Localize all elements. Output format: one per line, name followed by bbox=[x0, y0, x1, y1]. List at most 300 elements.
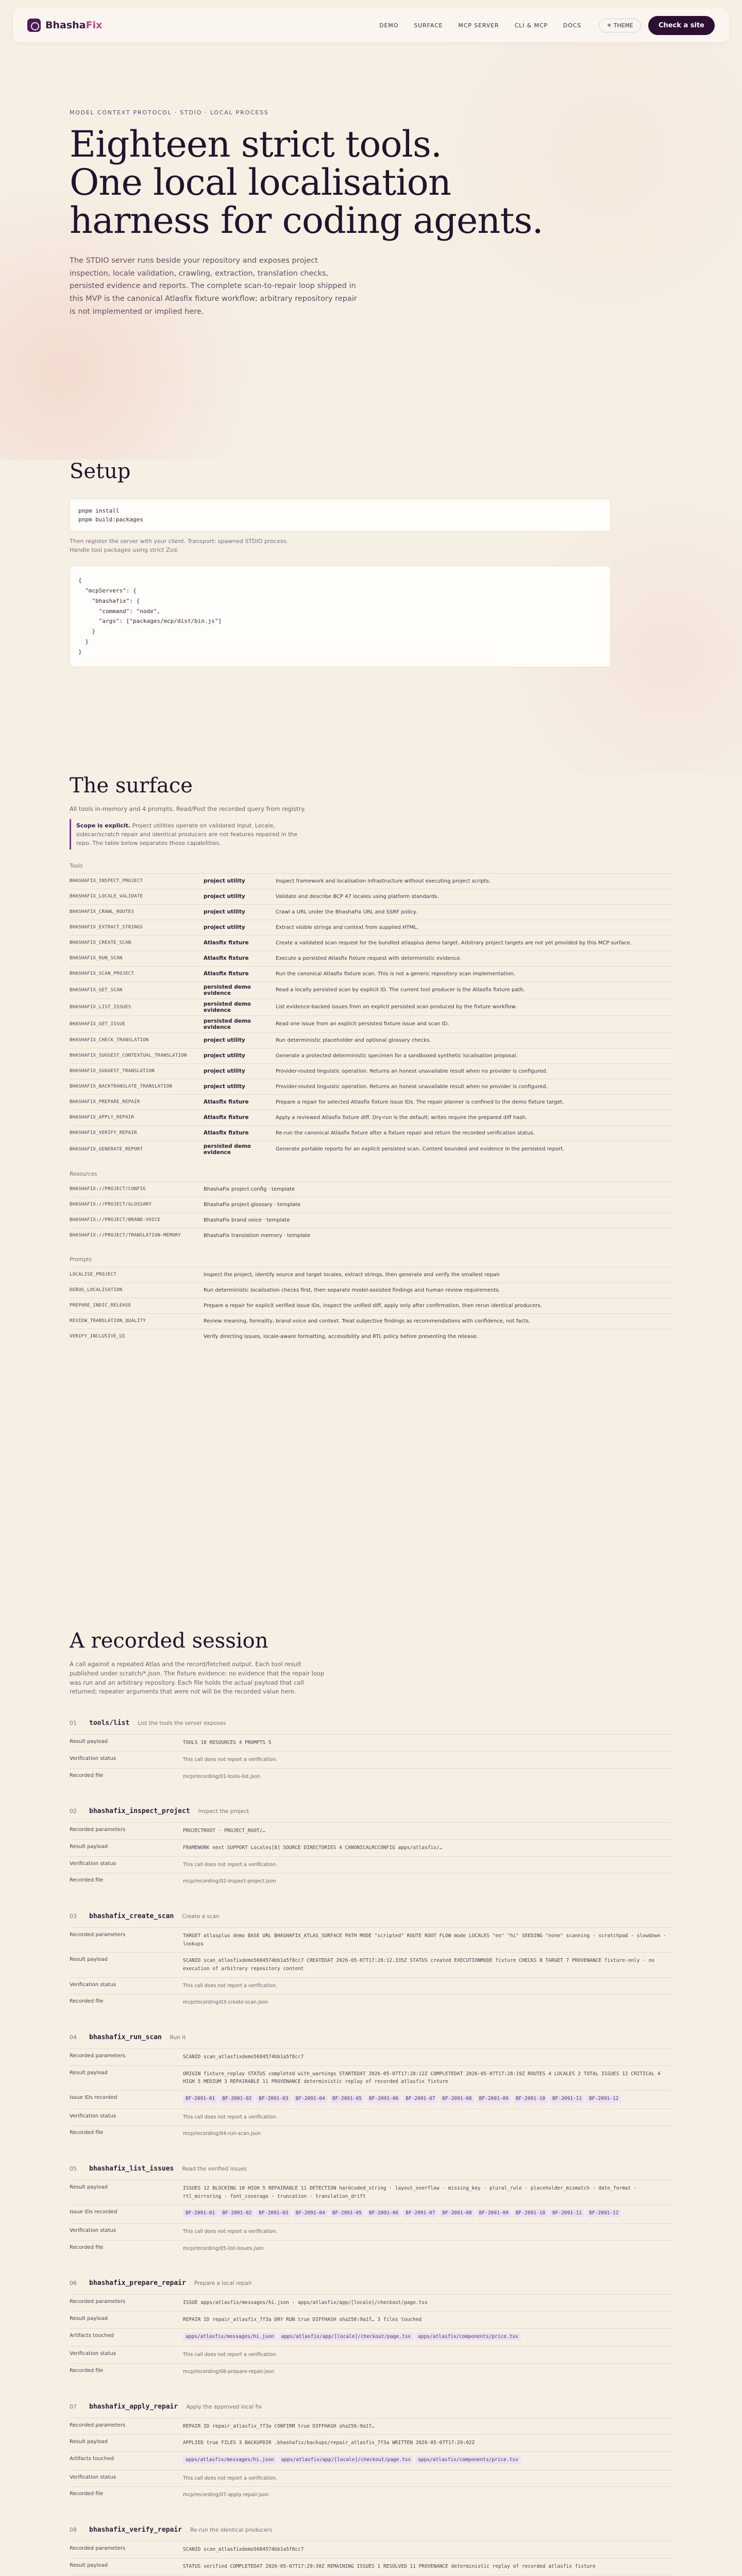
tool-name: BHASHAFIX_SUGGEST_CONTEXTUAL_TRANSLATION bbox=[70, 1053, 187, 1059]
tool-tier: Atlasfix fixture bbox=[204, 1114, 249, 1121]
step-row bbox=[70, 1768, 672, 1785]
step-description: Prepare a local repair bbox=[194, 2280, 252, 2287]
step-rows bbox=[70, 2418, 672, 2503]
step-tool-name: bhashafix_inspect_project bbox=[89, 1807, 190, 1816]
step-row-label: Recorded file bbox=[70, 2491, 104, 2497]
step-rows bbox=[70, 2048, 672, 2142]
step-row-label: Artifacts touched bbox=[70, 2456, 114, 2462]
session-steps bbox=[70, 1719, 672, 2576]
step-row-label: Verification status bbox=[70, 2228, 116, 2234]
session-step bbox=[70, 1912, 672, 2011]
resource-description: BhashaFix project glossary · template bbox=[204, 1201, 301, 1208]
tool-description: Run deterministic placeholder and optional glossary checks. bbox=[276, 1037, 431, 1043]
step-row bbox=[70, 1952, 672, 1977]
tool-name: BHASHAFIX_VERIFY_REPAIR bbox=[70, 1130, 137, 1136]
step-row bbox=[70, 2486, 672, 2503]
config-line: } bbox=[78, 648, 82, 655]
step-tool-name: bhashafix_prepare_repair bbox=[89, 2279, 186, 2287]
step-chip: BF-2091-06 bbox=[366, 2209, 401, 2217]
step-row-value: mcp/recording/01-tools-list.json bbox=[183, 1773, 261, 1780]
step-chip: apps/atlasfix/components/price.tsx bbox=[415, 2456, 520, 2464]
step-number: 02 bbox=[70, 1808, 77, 1815]
step-row bbox=[70, 2311, 672, 2328]
config-line: "command": "node", bbox=[78, 607, 160, 615]
step-row-value: mcp/recording/04-run-scan.json bbox=[183, 2131, 261, 2137]
check-site-button[interactable]: Check a site bbox=[648, 16, 715, 35]
prompt-name: REVIEW_TRANSLATION_QUALITY bbox=[70, 1318, 146, 1324]
hero-section bbox=[0, 42, 742, 460]
step-chip: BF-2091-11 bbox=[550, 2209, 584, 2217]
tool-description: List evidence-backed issues from an explicit persisted scan produced by the fixture workflow. bbox=[276, 1004, 517, 1010]
step-row bbox=[70, 2558, 672, 2575]
step-row-label: Artifacts touched bbox=[70, 2332, 114, 2338]
tool-description: Generate a protected deterministic specimen for a sandboxed synthetic localisation proposal. bbox=[276, 1053, 518, 1059]
tool-name: BHASHAFIX_CREATE_SCAN bbox=[70, 940, 131, 946]
scope-callout bbox=[70, 819, 312, 850]
session-step bbox=[70, 2165, 672, 2257]
tool-row[interactable] bbox=[70, 1125, 672, 1141]
step-row bbox=[70, 2363, 672, 2380]
step-row bbox=[70, 2065, 672, 2090]
session-step bbox=[70, 1719, 672, 1785]
step-rows bbox=[70, 2180, 672, 2257]
step-row bbox=[70, 2294, 672, 2311]
step-chip: BF-2091-07 bbox=[403, 2095, 437, 2103]
step-chip: BF-2091-05 bbox=[330, 2209, 364, 2217]
step-row bbox=[70, 1856, 672, 1873]
tool-row[interactable] bbox=[70, 935, 672, 951]
step-header bbox=[70, 2033, 672, 2041]
tool-row[interactable] bbox=[70, 1048, 672, 1063]
session-step bbox=[70, 2403, 672, 2503]
tool-row[interactable] bbox=[70, 951, 672, 966]
top-nav bbox=[13, 8, 729, 42]
step-row bbox=[70, 1822, 672, 1839]
step-row-value: mcp/recording/05-list-issues.json bbox=[183, 2245, 264, 2251]
resource-description: BhashaFix brand voice · template bbox=[204, 1217, 290, 1223]
step-row-label: Recorded parameters bbox=[70, 1827, 126, 1833]
tool-tier: Atlasfix fixture bbox=[204, 1130, 249, 1137]
step-chip: apps/atlasfix/messages/hi.json bbox=[183, 2333, 277, 2341]
prompts-label: Prompts bbox=[70, 1256, 92, 1263]
step-row-value bbox=[183, 2333, 672, 2343]
install-command-block[interactable] bbox=[70, 499, 611, 532]
resource-uri: BHASHAFIX://PROJECT/TRANSLATION-MEMORY bbox=[70, 1233, 181, 1239]
prompt-row[interactable] bbox=[70, 1313, 672, 1329]
tools-table bbox=[70, 873, 672, 1158]
surface-section bbox=[0, 774, 742, 1629]
prompt-row[interactable] bbox=[70, 1298, 672, 1313]
step-row bbox=[70, 2346, 672, 2363]
tool-tier: project utility bbox=[204, 1068, 245, 1075]
step-row-label: Result payload bbox=[70, 1843, 108, 1850]
tool-row[interactable] bbox=[70, 1032, 672, 1048]
resource-description: BhashaFix project config · template bbox=[204, 1186, 295, 1192]
tool-row[interactable] bbox=[70, 1063, 672, 1079]
tool-description: Re-run the canonical Atlasfix fixture after a fixture repair and return the recorded verification status. bbox=[276, 1130, 535, 1136]
setup-title: Setup bbox=[70, 460, 131, 483]
session-intro: A call against a repeated Atlas and the record/fetched output. Each tool result published under scratch/*.json. The fixture evidence: no evidence that the repair loop was run and an arbitrary repository. Each file holds the actual payload that call returned; repeater arguments that were not will be the recorded value here. bbox=[70, 1660, 325, 1696]
tool-name: BHASHAFIX_RUN_SCAN bbox=[70, 956, 123, 961]
hero-eyebrow: MODEL CONTEXT PROTOCOL · STDIO · LOCAL PROCESS bbox=[70, 109, 269, 116]
step-row bbox=[70, 2418, 672, 2435]
tool-row[interactable] bbox=[70, 981, 672, 998]
step-tool-name: bhashafix_verify_repair bbox=[89, 2526, 182, 2534]
hero-description: The STDIO server runs beside your repository and exposes project inspection, locale validation, crawling, extraction, translation checks, persisted evidence and reports. The complete scan-to-repair loop shipped in this MVP is the canonical Atlasfix fixture workflow; arbitrary repository repair is not implemented or implied here. bbox=[70, 256, 357, 316]
step-chip: apps/atlasfix/messages/hi.json bbox=[183, 2456, 277, 2464]
tool-description: Prepare a repair for selected Atlasfix fixture issue IDs. The repair planner is confined to the demo fixture target. bbox=[276, 1099, 564, 1105]
step-header bbox=[70, 2165, 672, 2173]
tool-row[interactable] bbox=[70, 889, 672, 904]
step-row bbox=[70, 2541, 672, 2558]
step-row-label: Result payload bbox=[70, 1739, 108, 1745]
step-row-label: Recorded file bbox=[70, 2130, 104, 2136]
step-chip: BF-2091-10 bbox=[513, 2209, 548, 2217]
tool-tier: Atlasfix fixture bbox=[204, 1099, 249, 1106]
prompt-description: Run deterministic localisation checks first, then separate model-assisted findings and human review requirements. bbox=[204, 1287, 500, 1293]
tool-tier: Atlasfix fixture bbox=[204, 940, 249, 946]
step-number: 01 bbox=[70, 1720, 77, 1727]
resource-row[interactable] bbox=[70, 1181, 672, 1197]
step-chip: BF-2091-09 bbox=[477, 2095, 511, 2103]
step-row-value: SCANID scan_atlasfixdemo5684574bb1a5f8cc7 bbox=[183, 2054, 304, 2060]
config-line: } bbox=[78, 638, 89, 645]
step-chip: apps/atlasfix/app/[locale]/checkout/page.tsx bbox=[279, 2333, 414, 2341]
prompt-row[interactable] bbox=[70, 1282, 672, 1298]
step-row-value: FRAMEWORK next SUPPORT Locales[8] SOURCE DIRECTORIES 4 CANONICALRCCONFIG apps/atlasfix/… bbox=[183, 1844, 443, 1851]
setup-caption-line: Handle tool packages using strict Zod. bbox=[70, 547, 179, 554]
tool-description: Read one issue from an explicit persisted fixture issue and scan ID. bbox=[276, 1021, 449, 1027]
step-row-label: Recorded parameters bbox=[70, 2053, 126, 2059]
nav-link-demo[interactable]: DEMO bbox=[379, 22, 399, 29]
prompt-description: Prepare a repair for explicit verified issue IDs, inspect the unified diff, apply only after confirmation, then rerun identical producers. bbox=[204, 1302, 542, 1309]
hero-title bbox=[70, 125, 672, 240]
step-row-value bbox=[183, 2209, 672, 2219]
step-chip: BF-2091-12 bbox=[586, 2209, 621, 2217]
step-description: Re-run the identical producers bbox=[190, 2527, 273, 2534]
tool-tier: persisted demo evidence bbox=[204, 1001, 251, 1013]
theme-toggle-label: THEME bbox=[613, 22, 633, 29]
step-rows bbox=[70, 2294, 672, 2380]
step-row-value: REPAIR ID repair_atlasfix_7f3a CONFIRM true DIFFHASH sha256:9a1f… bbox=[183, 2423, 375, 2429]
step-row-label: Recorded file bbox=[70, 1772, 104, 1778]
step-row bbox=[70, 2048, 672, 2065]
step-row-label: Recorded file bbox=[70, 1998, 104, 2005]
step-row-value: TARGET atlasplus demo BASE URL BHASHAFIX_ATLAS_SURFACE PATH MODE "scripted" ROUTE ROOT FLOW mode LOCALES "en" "hi" SEEDING "none" scanning · scratchpad · slowdown · lookups bbox=[183, 1933, 666, 1947]
step-rows bbox=[70, 1734, 672, 1785]
tool-name: BHASHAFIX_EXTRACT_STRINGS bbox=[70, 925, 143, 930]
step-row bbox=[70, 2223, 672, 2240]
logo[interactable] bbox=[27, 19, 102, 32]
step-row-label: Result payload bbox=[70, 2184, 108, 2191]
step-row-label: Verification status bbox=[70, 1860, 116, 1867]
step-chip: BF-2091-09 bbox=[477, 2209, 511, 2217]
step-row-value: SCANID scan_atlasfixdemo5684574bb1a5f8cc7 bbox=[183, 2547, 304, 2553]
prompts-table bbox=[70, 1267, 672, 1344]
step-row bbox=[70, 2451, 672, 2470]
step-row-label: Verification status bbox=[70, 2351, 116, 2357]
tool-description: Extract visible strings and context from supplied HTML. bbox=[276, 924, 419, 930]
theme-toggle[interactable] bbox=[599, 19, 641, 32]
step-chip: BF-2091-10 bbox=[513, 2095, 548, 2103]
step-row bbox=[70, 2180, 672, 2205]
step-row bbox=[70, 2205, 672, 2223]
session-step bbox=[70, 2033, 672, 2142]
step-row-value: This call does not report a verification. bbox=[183, 1861, 278, 1868]
step-number: 06 bbox=[70, 2280, 77, 2287]
step-number: 08 bbox=[70, 2527, 77, 2534]
resource-uri: BHASHAFIX://PROJECT/GLOSSARY bbox=[70, 1202, 152, 1208]
resources-table bbox=[70, 1181, 672, 1243]
resource-row[interactable] bbox=[70, 1197, 672, 1212]
tool-tier: project utility bbox=[204, 893, 245, 900]
resources-label: Resources bbox=[70, 1171, 97, 1177]
tool-row[interactable] bbox=[70, 1079, 672, 1094]
step-description: Apply the approved local fix bbox=[186, 2403, 262, 2410]
tool-tier: Atlasfix fixture bbox=[204, 955, 249, 962]
tool-name: BHASHAFIX_GENERATE_REPORT bbox=[70, 1146, 143, 1152]
tool-name: BHASHAFIX_SCAN_PROJECT bbox=[70, 971, 134, 977]
step-row-value: ISSUES 12 BLOCKING 10 HIGH 5 REPAIRABLE 11 DETECTION hardcoded_string · layout_overflow · missing_key · plural_rule · placeholder_mismatch · date_format · rtl_mirroring · font_coverage · truncation · translation_drift bbox=[183, 2185, 637, 2199]
step-rows bbox=[70, 1822, 672, 1890]
config-line: "bhashafix": { bbox=[78, 597, 140, 604]
tool-name: BHASHAFIX_APPLY_REPAIR bbox=[70, 1115, 134, 1121]
step-row-value bbox=[183, 2456, 672, 2466]
step-row-label: Recorded parameters bbox=[70, 1931, 126, 1938]
step-chip: BF-2091-11 bbox=[550, 2095, 584, 2103]
tool-row[interactable] bbox=[70, 1015, 672, 1032]
resource-row[interactable] bbox=[70, 1212, 672, 1228]
step-row-value: PROJECTROOT · PROJECT_ROOT/… bbox=[183, 1828, 266, 1834]
logo-icon bbox=[27, 19, 41, 32]
step-chip: BF-2091-01 bbox=[183, 2209, 217, 2217]
step-row bbox=[70, 1994, 672, 2011]
prompt-name: LOCALISE_PROJECT bbox=[70, 1272, 117, 1278]
config-line: { bbox=[78, 577, 82, 584]
nav-link-surface[interactable]: SURFACE bbox=[414, 22, 443, 29]
step-row bbox=[70, 2125, 672, 2142]
step-row-label: Recorded file bbox=[70, 1877, 104, 1884]
step-header bbox=[70, 2279, 672, 2287]
tool-description: Provider-routed linguistic operation. Returns an honest unavailable result when no provider is configured. bbox=[276, 1068, 548, 1074]
step-row-label: Recorded parameters bbox=[70, 2422, 126, 2428]
step-chip: BF-2091-04 bbox=[293, 2095, 328, 2103]
tools-label: Tools bbox=[70, 862, 83, 869]
tool-tier: persisted demo evidence bbox=[204, 1143, 251, 1156]
tool-name: BHASHAFIX_LOCALE_VALIDATE bbox=[70, 894, 143, 900]
tool-row[interactable] bbox=[70, 873, 672, 889]
step-row bbox=[70, 2240, 672, 2257]
step-row-label: Recorded file bbox=[70, 2244, 104, 2250]
step-chip: BF-2091-07 bbox=[403, 2209, 437, 2217]
step-chip: BF-2091-08 bbox=[440, 2209, 474, 2217]
session-step bbox=[70, 2526, 672, 2576]
step-row-value: ISSUE apps/atlasfix/messages/hi.json · apps/atlasfix/app/[locale]/checkout/page.tsx bbox=[183, 2300, 428, 2306]
step-row-label: Verification status bbox=[70, 1981, 116, 1988]
nav-link-docs[interactable]: DOCS bbox=[563, 22, 582, 29]
step-description: List the tools the server exposes bbox=[138, 1720, 226, 1727]
step-row-value: mcp/recording/07-apply-repair.json bbox=[183, 2492, 269, 2498]
resource-uri: BHASHAFIX://PROJECT/BRAND-VOICE bbox=[70, 1217, 161, 1223]
step-row bbox=[70, 2434, 672, 2451]
session-section bbox=[0, 1629, 742, 2576]
prompt-description: Inspect the project, identify source and target locales, extract strings, then generate and verify the smallest repair. bbox=[204, 1272, 501, 1278]
tool-tier: persisted demo evidence bbox=[204, 1018, 251, 1030]
step-tool-name: bhashafix_list_issues bbox=[89, 2165, 174, 2173]
tool-tier: project utility bbox=[204, 909, 245, 916]
session-step bbox=[70, 1807, 672, 1890]
tool-tier: Atlasfix fixture bbox=[204, 971, 249, 977]
step-row-value: REPAIR ID repair_atlasfix_7f3a DRY RUN true DIFFHASH sha256:9a1f… 3 files touched bbox=[183, 2317, 422, 2323]
step-row-value: This call does not report a verification. bbox=[183, 2475, 278, 2481]
step-row-value: This call does not report a verification. bbox=[183, 2229, 278, 2235]
resource-uri: BHASHAFIX://PROJECT/CONFIG bbox=[70, 1187, 146, 1192]
prompt-description: Review meaning, formality, brand voice and context. Treat subjective findings as recommendations with confidence, not facts. bbox=[204, 1318, 531, 1324]
setup-caption-line: Then register the server with your client. Transport: spawned STDIO process. bbox=[70, 538, 288, 545]
step-row-value: TOOLS 18 RESOURCES 4 PROMPTS 5 bbox=[183, 1740, 272, 1746]
step-number: 03 bbox=[70, 1912, 77, 1920]
tool-row[interactable] bbox=[70, 966, 672, 981]
step-chip: BF-2091-01 bbox=[183, 2095, 217, 2103]
step-chip: BF-2091-05 bbox=[330, 2095, 364, 2103]
prompt-row[interactable] bbox=[70, 1329, 672, 1344]
step-rows bbox=[70, 2541, 672, 2576]
hero-title-line: One local localisation bbox=[70, 161, 451, 204]
step-row-label: Result payload bbox=[70, 2316, 108, 2322]
step-row-value: mcp/recording/03-create-scan.json bbox=[183, 1999, 268, 2006]
step-row bbox=[70, 1977, 672, 1994]
install-command: pnpm install bbox=[78, 507, 120, 514]
step-row-label: Result payload bbox=[70, 2439, 108, 2445]
step-header bbox=[70, 2526, 672, 2534]
step-row bbox=[70, 2090, 672, 2109]
step-header bbox=[70, 2403, 672, 2411]
setup-caption bbox=[70, 537, 672, 554]
tool-description: Generate portable reports for an explicit persisted scan. Content bounded and evidence in the persisted report. bbox=[276, 1146, 565, 1153]
step-chip: BF-2091-03 bbox=[256, 2209, 291, 2217]
tool-row[interactable] bbox=[70, 1094, 672, 1110]
step-row-label: Result payload bbox=[70, 2562, 108, 2568]
step-row bbox=[70, 2109, 672, 2126]
step-chip: BF-2091-04 bbox=[293, 2209, 328, 2217]
session-step bbox=[70, 2279, 672, 2380]
step-chip: BF-2091-02 bbox=[220, 2095, 254, 2103]
callout-text: Project utilities operate on validated input. Locale, sidecar/scratch repair and identical producers are not features repaired in the repo. The table below separates those capabilities. bbox=[76, 822, 298, 846]
step-row-value bbox=[183, 2095, 672, 2105]
step-row-value: ORIGIN fixture_replay STATUS completed with_warnings STARTEDAT 2026-05-07T17:28:12Z COMPLETEDAT 2026-05-07T17:28:19Z ROUTES 4 LOCALES 2 TOTAL ISSUES 12 CRITICAL 4 HIGH 5 MEDIUM 3 REPAIRABLE 11 PROVENANCE deterministic replay of recorded atlasfix fixture bbox=[183, 2071, 661, 2085]
mcp-config-block[interactable] bbox=[70, 566, 611, 667]
step-number: 04 bbox=[70, 2033, 77, 2041]
step-row bbox=[70, 2470, 672, 2487]
step-tool-name: bhashafix_apply_repair bbox=[89, 2402, 178, 2411]
step-row-label: Issue IDs recorded bbox=[70, 2209, 117, 2215]
resource-description: BhashaFix translation memory · template bbox=[204, 1232, 311, 1239]
surface-title: The surface bbox=[70, 774, 193, 798]
nav-link-cli-mcp[interactable]: CLI & MCP bbox=[514, 22, 548, 29]
step-row-label: Issue IDs recorded bbox=[70, 2095, 117, 2100]
tool-row[interactable] bbox=[70, 1141, 672, 1158]
step-row-label: Recorded parameters bbox=[70, 2299, 126, 2305]
step-description: Run it bbox=[170, 2034, 186, 2041]
tool-description: Apply a reviewed Atlasfix fixture diff. Dry-run is the default; writes require the prepared diff hash. bbox=[276, 1114, 527, 1121]
step-row bbox=[70, 1751, 672, 1768]
step-row-value: This call does not report a verification. bbox=[183, 1982, 278, 1989]
tool-tier: project utility bbox=[204, 1083, 245, 1090]
step-row-label: Recorded parameters bbox=[70, 2546, 126, 2552]
tool-name: BHASHAFIX_LIST_ISSUES bbox=[70, 1004, 131, 1010]
tool-description: Inspect framework and localisation infrastructure without executing project scripts. bbox=[276, 878, 491, 884]
step-row-label: Result payload bbox=[70, 1957, 108, 1963]
step-header bbox=[70, 1912, 672, 1920]
step-row-label: Verification status bbox=[70, 2474, 116, 2480]
step-row-value: mcp/recording/02-inspect-project.json bbox=[183, 1878, 276, 1885]
step-header bbox=[70, 1719, 672, 1727]
config-line: "mcpServers": { bbox=[78, 587, 137, 594]
step-tool-name: tools/list bbox=[89, 1719, 130, 1727]
nav-links bbox=[379, 22, 581, 29]
prompt-name: VERIFY_INCLUSIVE_UI bbox=[70, 1334, 126, 1340]
step-row-label: Result payload bbox=[70, 2070, 108, 2076]
step-chip: BF-2091-12 bbox=[586, 2095, 621, 2103]
prompt-row[interactable] bbox=[70, 1267, 672, 1282]
step-chip: apps/atlasfix/components/price.tsx bbox=[415, 2333, 520, 2341]
step-chip: BF-2091-02 bbox=[220, 2209, 254, 2217]
tool-tier: project utility bbox=[204, 1053, 245, 1059]
step-description: Read the verified issues bbox=[182, 2166, 247, 2173]
step-header bbox=[70, 1807, 672, 1815]
tool-row[interactable] bbox=[70, 904, 672, 920]
step-tool-name: bhashafix_create_scan bbox=[89, 1912, 174, 1920]
tool-name: BHASHAFIX_SUGGEST_TRANSLATION bbox=[70, 1069, 155, 1074]
tool-row[interactable] bbox=[70, 920, 672, 935]
step-rows bbox=[70, 1927, 672, 2011]
nav-link-mcp-server[interactable]: MCP SERVER bbox=[458, 22, 499, 29]
tool-name: BHASHAFIX_BACKTRANSLATE_TRANSLATION bbox=[70, 1084, 173, 1090]
tool-row[interactable] bbox=[70, 1110, 672, 1125]
setup-section bbox=[0, 460, 742, 774]
step-row-value: mcp/recording/06-prepare-repair.json bbox=[183, 2369, 275, 2375]
step-row bbox=[70, 1927, 672, 1952]
tool-description: Run the canonical Atlasfix fixture scan. This is not a generic repository scan implementation. bbox=[276, 971, 515, 977]
tool-name: BHASHAFIX_CHECK_TRANSLATION bbox=[70, 1038, 149, 1043]
tool-row[interactable] bbox=[70, 998, 672, 1015]
step-chip: apps/atlasfix/app/[locale]/checkout/page.tsx bbox=[279, 2456, 414, 2464]
tool-tier: project utility bbox=[204, 878, 245, 885]
step-tool-name: bhashafix_run_scan bbox=[89, 2033, 162, 2041]
step-row-value: STATUS verified COMPLETEDAT 2026-05-07T17:29:30Z REMAINING ISSUES 1 RESOLVED 11 PROVENANCE deterministic replay of recorded atlasfix fixture bbox=[183, 2563, 596, 2569]
resource-row[interactable] bbox=[70, 1228, 672, 1243]
step-row-value: APPLIED true FILES 3 BACKUPDIR .bhashafix/backups/repair_atlasfix_7f3a WRITTEN 2026-05-07T17:29:02Z bbox=[183, 2440, 475, 2446]
callout-bold: Scope is explicit. bbox=[76, 822, 131, 829]
step-chip: BF-2091-03 bbox=[256, 2095, 291, 2103]
step-row-label: Verification status bbox=[70, 1755, 116, 1761]
step-description: Inspect the project bbox=[198, 1808, 249, 1815]
step-chip: BF-2091-06 bbox=[366, 2095, 401, 2103]
step-row-value: This call does not report a verification. bbox=[183, 2352, 278, 2358]
logo-text: BhashaFix bbox=[45, 20, 103, 31]
step-description: Create a scan bbox=[182, 1913, 220, 1920]
prompt-name: PREPARE_INDIC_RELEASE bbox=[70, 1303, 131, 1309]
tool-description: Execute a persisted Atlasfix fixture request with deterministic evidence. bbox=[276, 955, 462, 961]
tool-name: BHASHAFIX_CRAWL_ROUTES bbox=[70, 909, 134, 915]
tool-description: Read a locally persisted scan by explicit ID. The current tool producer is the Atlasfix fixture path. bbox=[276, 987, 525, 993]
surface-intro: All tools in-memory and 4 prompts. Read/Post the recorded query from registry. bbox=[70, 805, 306, 812]
step-row-label: Verification status bbox=[70, 2113, 116, 2119]
tool-description: Crawl a URL under the BhashaFix URL and SSRF policy. bbox=[276, 909, 417, 915]
hero-title-line: harness for coding agents. bbox=[70, 199, 543, 242]
config-line: } bbox=[78, 628, 96, 635]
step-row-label: Recorded file bbox=[70, 2368, 104, 2374]
